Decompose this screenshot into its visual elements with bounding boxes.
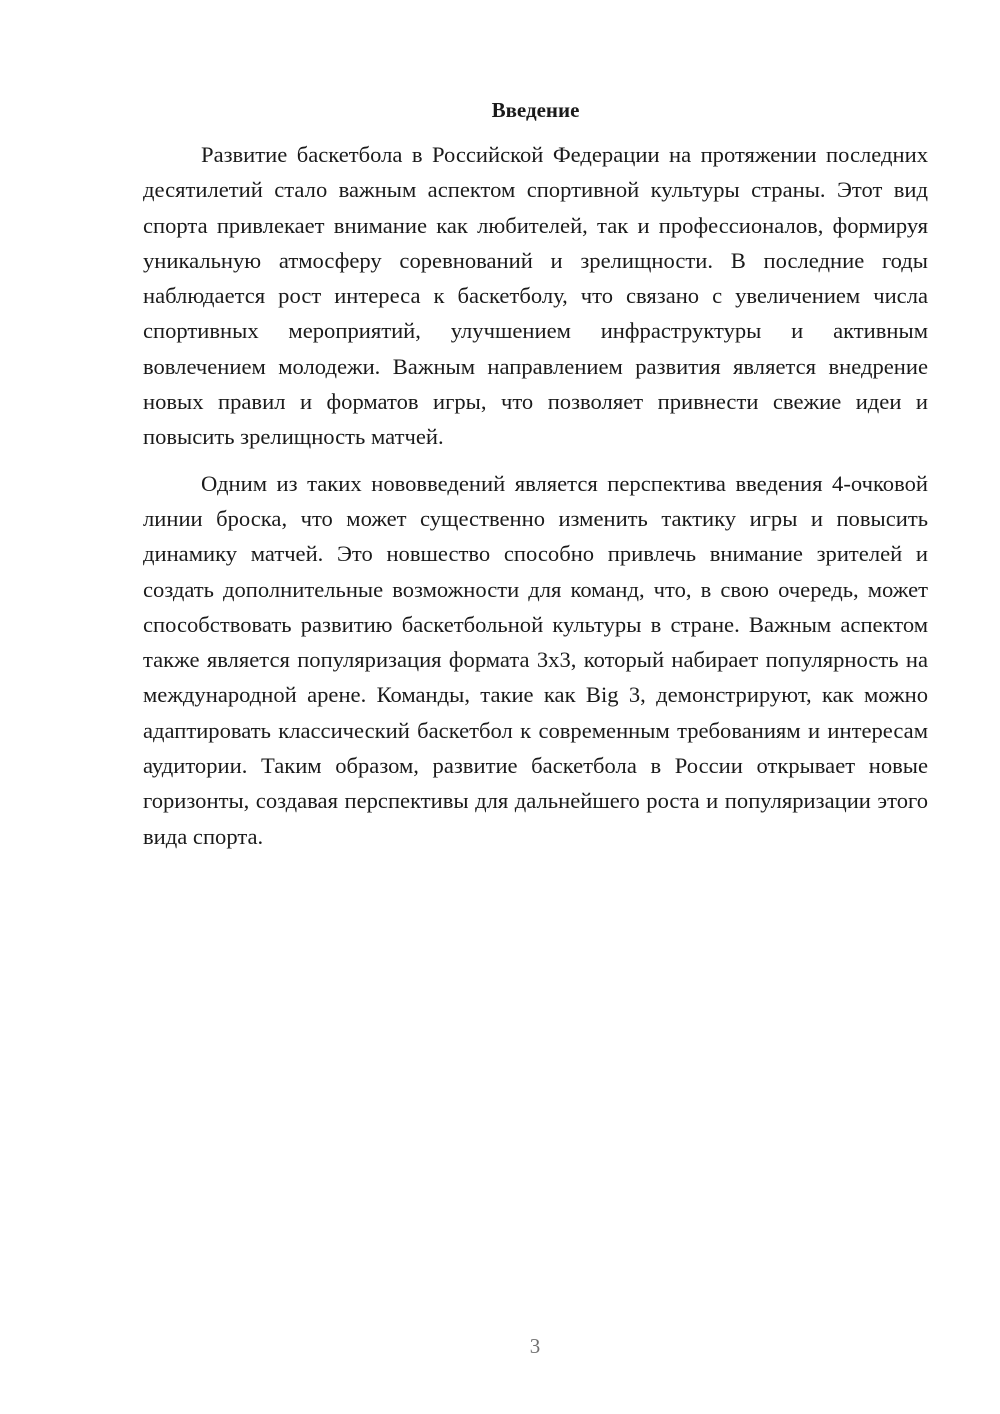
section-heading: Введение	[491, 98, 580, 122]
page-number: 3	[529, 1334, 541, 1358]
paragraph-1: Развитие баскетбола в Российской Федерации на протяжении последних десятилетий стало важным аспектом спортивной культуры страны. Этот вид спорта привлекает внимание как любителей, так и профессионалов, формируя уникальную атмосферу соревнований и зрелищности. В последние годы наблюдается рост интереса к баскетболу, что связано с увеличением числа спортивных мероприятий, улучшением инфраструктуры и активным вовлечением молодежи. Важным направлением развития является внедрение новых правил и форматов игры, что позволяет привнести свежие идеи и повысить зрелищность матчей.	[143, 142, 928, 450]
paragraph-2: Одним из таких нововведений является перспектива введения 4-очковой линии броска, что может существенно изменить тактику игры и повысить динамику матчей. Это новшество способно привлечь внимание зрителей и создать дополнительные возможности для команд, что, в свою очередь, может способствовать развитию баскетбольной культуры в стране. Важным аспектом также является популяризация формата 3x3, который набирает популярность на международной арене. Команды, такие как Big 3, демонстрируют, как можно адаптировать классический баскетбол к современным требованиям и интересам аудитории. Таким образом, развитие баскетбола в России открывает новые горизонты, создавая перспективы для дальнейшего роста и популяризации этого вида спорта.	[143, 470, 928, 849]
page-content	[143, 94, 928, 854]
